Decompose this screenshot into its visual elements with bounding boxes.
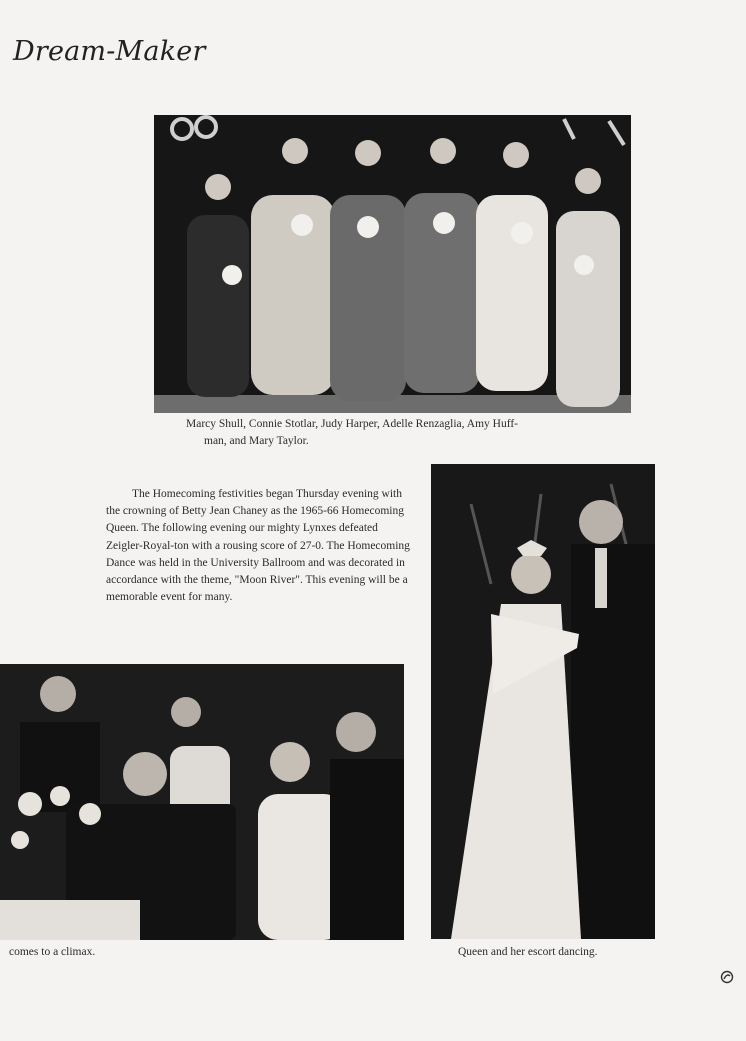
dance-crowd-photo: [0, 664, 404, 940]
dance-caption: Queen and her escort dancing.: [458, 946, 598, 958]
article-body: The Homecoming festivities began Thursday evening with the crowning of Betty Jean Chaney as the 1965-66 Homecoming Queen. The following evening our mighty Lynxes defeated Zeigler-Royal-ton with a rousing score of 27-0. The Homecoming Dance was held in the University Ballroom and was decorated in accordance with the theme, "Moon River". This evening will be a memorable event for many.: [106, 488, 410, 604]
page-title: Dream-Maker: [13, 36, 206, 67]
crowd-caption: comes to a climax.: [9, 946, 96, 958]
court-caption-line-2: man, and Mary Taylor.: [204, 435, 309, 447]
homecoming-court-photo: [154, 115, 631, 413]
queen-dancing-photo: [431, 464, 655, 939]
page-corner-mark-icon: [720, 970, 734, 984]
court-caption-line-1: Marcy Shull, Connie Stotlar, Judy Harper, Adelle Renzaglia, Amy Huff-: [186, 418, 518, 430]
